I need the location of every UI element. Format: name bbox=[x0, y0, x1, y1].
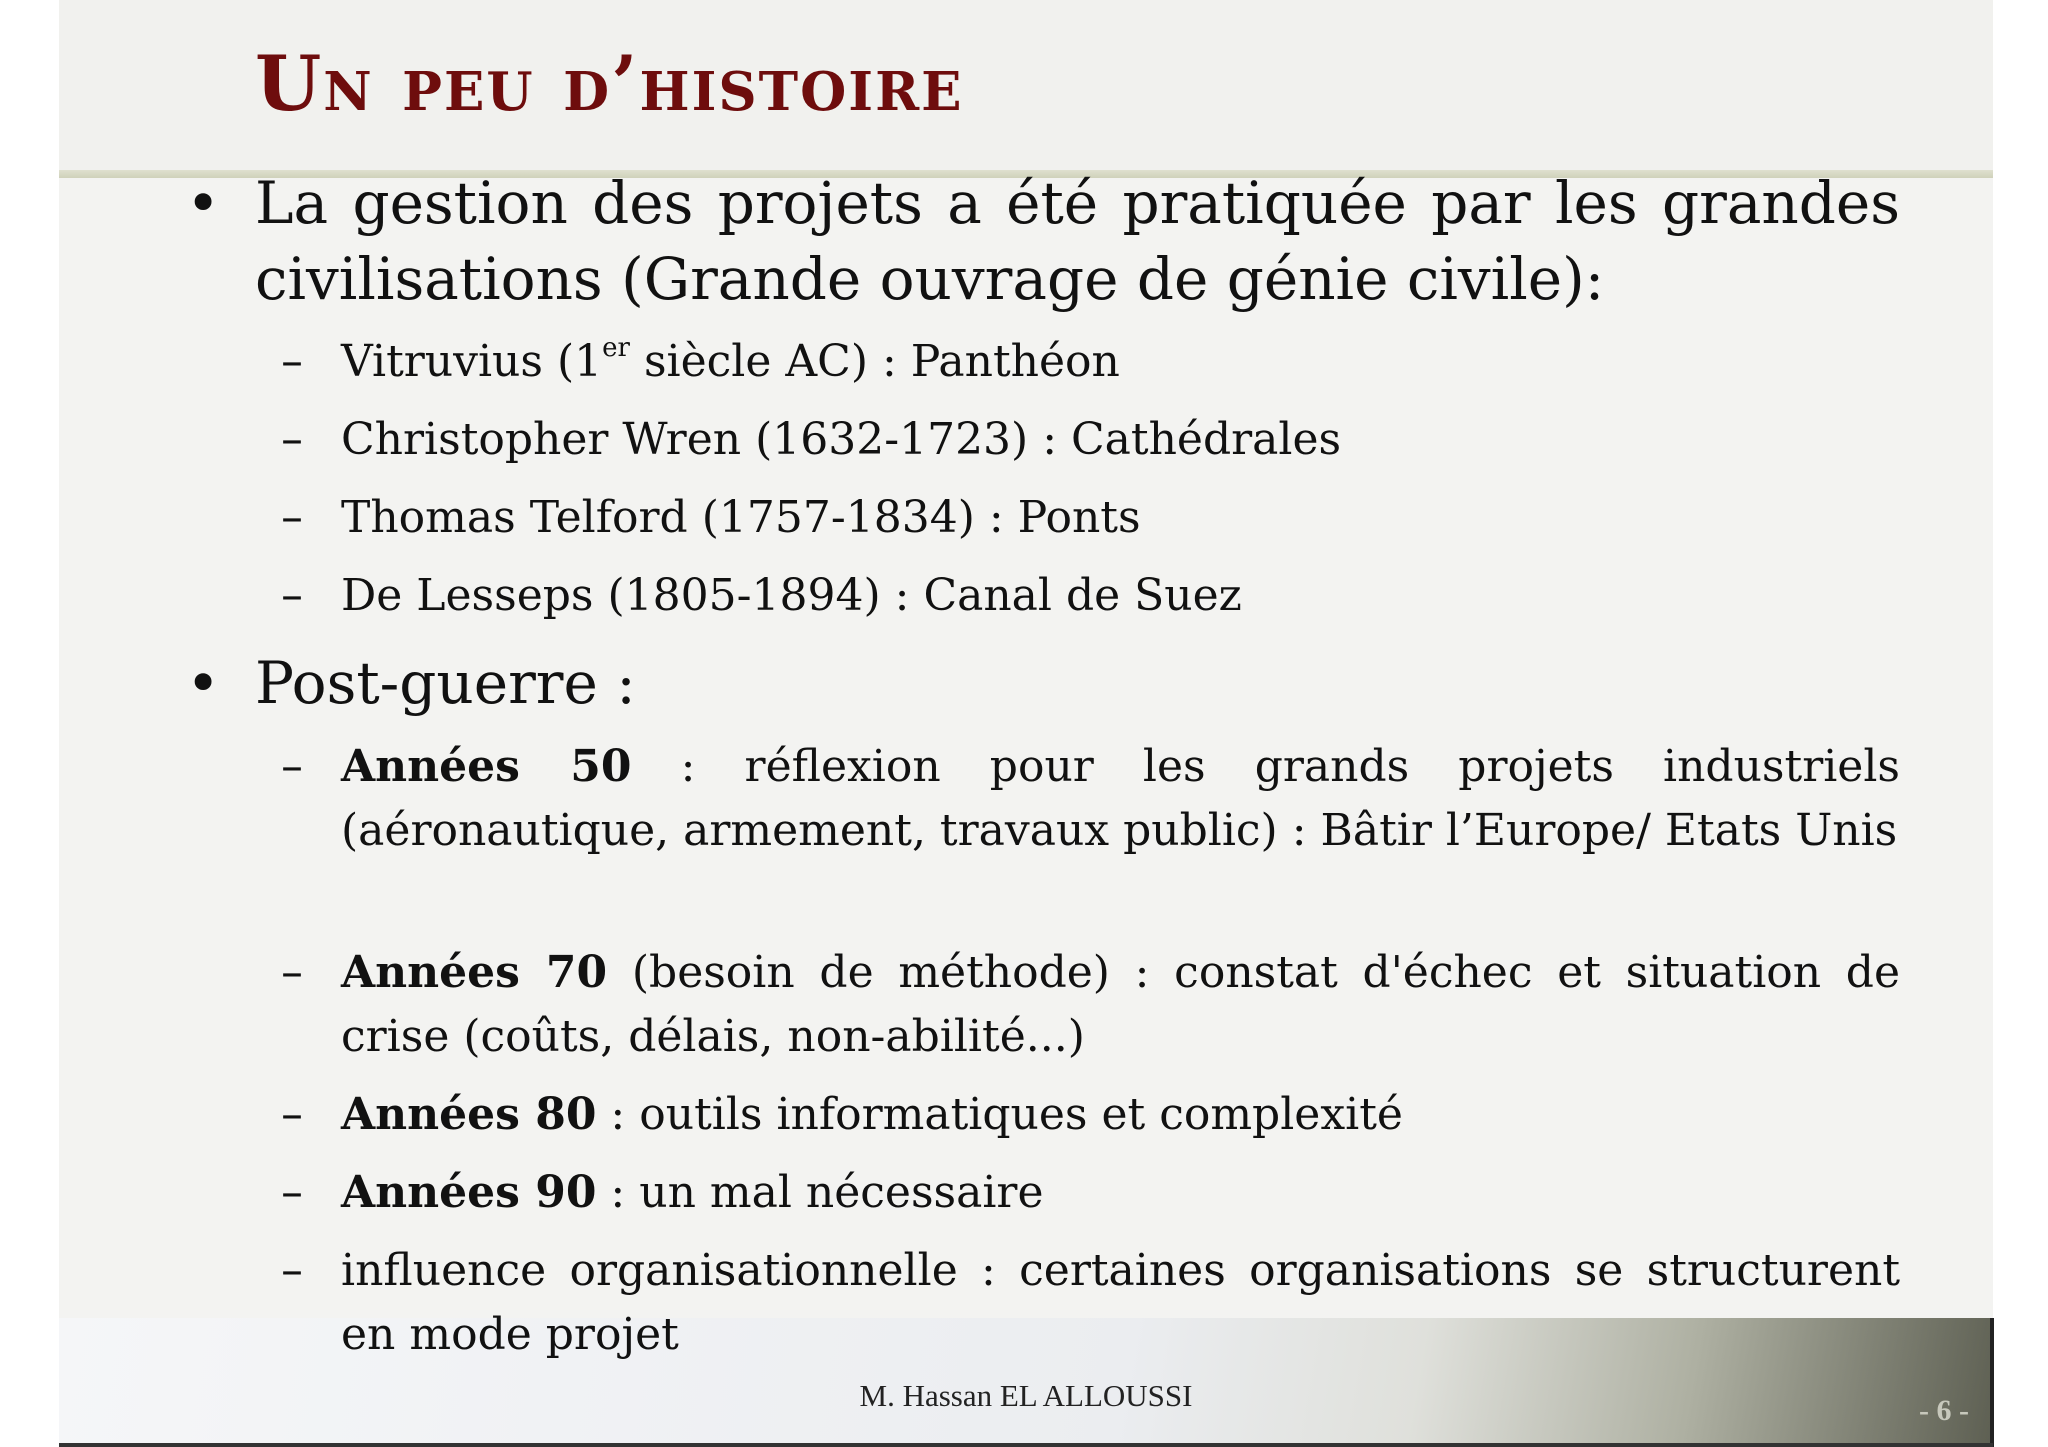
dash-icon: – bbox=[281, 1245, 303, 1296]
bullet-icon: • bbox=[186, 169, 221, 237]
item-annees-90: Années 90 : un mal nécessaire bbox=[341, 1167, 1044, 1218]
dash-icon: – bbox=[281, 414, 303, 465]
item-annees-50: Années 50 : réflexion pour les grands projets industriels (aéronautique, armement, travaux public) : Bâtir l’Europe/ Etats Unis bbox=[341, 741, 1900, 856]
bullet-civilisations: La gestion des projets a été pratiquée par les grandes civilisations (Grande ouvrage de génie civile): bbox=[255, 169, 1900, 313]
slide-content bbox=[59, 0, 1993, 1447]
slide-title: Un peu d’histoire bbox=[255, 39, 964, 128]
item-telford: Thomas Telford (1757-1834) : Ponts bbox=[341, 492, 1141, 543]
dash-icon: – bbox=[281, 741, 303, 792]
dash-icon: – bbox=[281, 1089, 303, 1140]
dash-icon: – bbox=[281, 947, 303, 998]
item-influence: influence organisationnelle : certaines organisations se structurent en mode projet bbox=[341, 1245, 1900, 1360]
slide bbox=[59, 0, 1993, 1447]
bullet-post-guerre: Post-guerre : bbox=[255, 649, 636, 717]
item-annees-70: Années 70 (besoin de méthode) : constat d'échec et situation de crise (coûts, délais, non-abilité...) bbox=[341, 947, 1901, 1062]
dash-icon: – bbox=[281, 336, 303, 387]
item-annees-80: Années 80 : outils informatiques et complexité bbox=[341, 1089, 1403, 1140]
item-lesseps: De Lesseps (1805-1894) : Canal de Suez bbox=[341, 570, 1242, 621]
dash-icon: – bbox=[281, 570, 303, 621]
bullet-icon: • bbox=[186, 649, 221, 717]
footer-author: M. Hassan EL ALLOUSSI bbox=[859, 1378, 1193, 1413]
dash-icon: – bbox=[281, 1167, 303, 1218]
item-wren: Christopher Wren (1632-1723) : Cathédrales bbox=[341, 414, 1342, 465]
page-number: - 6 - bbox=[1919, 1394, 1969, 1427]
dash-icon: – bbox=[281, 492, 303, 543]
item-vitruvius: Vitruvius (1er siècle AC) : Panthéon bbox=[341, 333, 1120, 387]
